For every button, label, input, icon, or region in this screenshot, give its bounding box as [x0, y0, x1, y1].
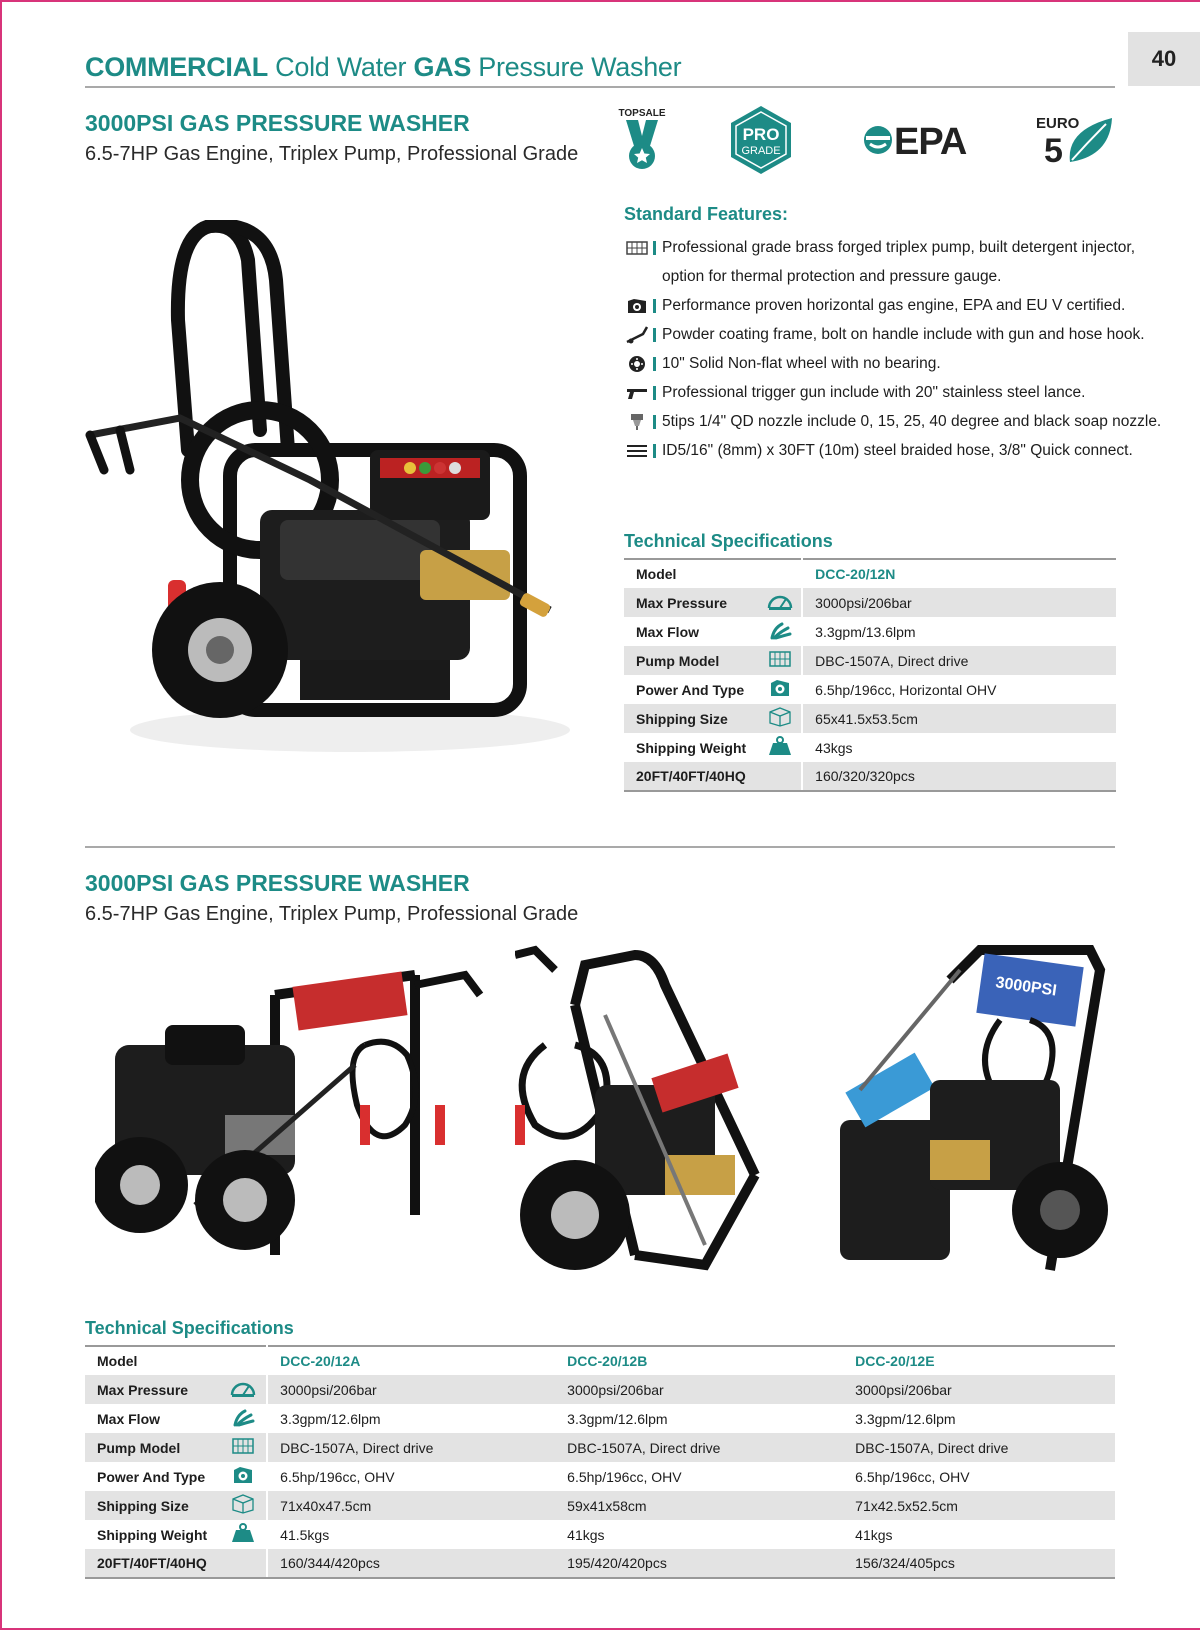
- spec-row: [624, 588, 1116, 617]
- feature-text: Professional trigger gun include with 20" stainless steel lance.: [662, 384, 1086, 401]
- spec-value: 65x41.5x53.5cm: [802, 704, 1116, 733]
- pump-icon: [624, 239, 650, 257]
- spec-label: Pump Model: [85, 1433, 219, 1462]
- feature-item: [624, 384, 1144, 413]
- spec-value: 3.3gpm/12.6lpm: [567, 1410, 668, 1427]
- spec-value: 195/420/420pcs: [555, 1549, 843, 1578]
- spec-value: 6.5hp/196cc, OHV: [567, 1468, 682, 1485]
- spec-value: 156/324/405pcs: [843, 1549, 1115, 1578]
- spec-value: 6.5hp/196cc, Horizontal OHV: [815, 681, 997, 698]
- spec-model: DCC-20/12B: [555, 1346, 843, 1375]
- spec-model: DCC-20/12E: [843, 1346, 1115, 1375]
- feature-text: 5tips 1/4" QD nozzle include 0, 15, 25, 40 degree and black soap nozzle.: [662, 413, 1162, 430]
- feature-item: [624, 297, 1144, 326]
- spec-label: Max Flow: [97, 1410, 161, 1427]
- epa-label: EPA: [894, 121, 967, 163]
- spec-label: Max Pressure: [624, 588, 758, 617]
- spec-row: [624, 617, 1116, 646]
- spec-value: 71x40x47.5cm: [267, 1491, 555, 1520]
- pressure-rating-label: 3000PSI: [994, 974, 1058, 1000]
- spec-header-row: [624, 559, 1116, 588]
- pump-icon: [219, 1433, 267, 1462]
- weight-icon: [219, 1520, 267, 1549]
- spec-row: [85, 1404, 1115, 1433]
- feature-item: [624, 239, 1144, 268]
- spec-label: 20FT/40FT/40HQ: [85, 1549, 219, 1578]
- title-part: Cold Water: [267, 52, 414, 82]
- section-divider: [85, 846, 1115, 848]
- spec-value: DBC-1507A, Direct drive: [555, 1433, 843, 1462]
- spec-label: Shipping Weight: [636, 739, 747, 756]
- spec-header-row: [85, 1346, 1115, 1375]
- spec-row: [85, 1520, 1115, 1549]
- spec-value: 41kgs: [567, 1526, 605, 1543]
- spec-label: Max Flow: [636, 623, 700, 640]
- spec-value: 43kgs: [815, 739, 853, 756]
- pressure-washer-image-dcc-20-12b: [515, 945, 785, 1295]
- spec-value: 6.5hp/196cc, OHV: [855, 1468, 970, 1485]
- spec-value: 6.5hp/196cc, OHV: [280, 1468, 395, 1485]
- feature-item: [624, 413, 1162, 442]
- spec-row: [85, 1462, 1115, 1491]
- euro-label: EURO: [1036, 115, 1080, 132]
- frame-icon: [624, 326, 650, 344]
- hose-icon: [624, 442, 650, 460]
- technical-specifications-title: Technical Specifications: [85, 1318, 294, 1338]
- spec-value: 3000psi/206bar: [555, 1375, 843, 1404]
- spec-value: 59x41x58cm: [555, 1491, 843, 1520]
- spec-label: Power And Type: [636, 681, 745, 698]
- title-part: GAS: [413, 52, 472, 82]
- spec-table-product2: [85, 1345, 1115, 1579]
- feature-item: [624, 326, 1144, 355]
- pro-label: PRO: [742, 125, 780, 144]
- spec-value: DBC-1507A, Direct drive: [267, 1433, 555, 1462]
- box-icon: [758, 704, 802, 733]
- product1-subtitle: 6.5-7HP Gas Engine, Triplex Pump, Professional Grade: [85, 143, 579, 165]
- title-part: Pressure Washer: [471, 52, 682, 82]
- engine-icon: [219, 1462, 267, 1491]
- engine-icon: [758, 675, 802, 704]
- wheel-icon: [624, 355, 650, 373]
- feature-text: option for thermal protection and pressure gauge.: [662, 268, 1002, 285]
- feature-text: Performance proven horizontal gas engine, EPA and EU V certified.: [662, 297, 1126, 314]
- technical-specifications-title: Technical Specifications: [624, 531, 833, 551]
- spec-row: [624, 646, 1116, 675]
- header-rule: [85, 86, 1115, 88]
- spec-value: 3000psi/206bar: [267, 1375, 555, 1404]
- spec-value: DBC-1507A, Direct drive: [843, 1433, 1115, 1462]
- spec-model: DCC-20/12N: [802, 559, 1116, 588]
- spec-label: Max Pressure: [85, 1375, 219, 1404]
- topsale-label: TOPSALE: [618, 108, 666, 119]
- spec-label: Shipping Size: [85, 1491, 219, 1520]
- feature-text: Powder coating frame, bolt on handle include with gun and hose hook.: [662, 326, 1145, 343]
- spec-row: [85, 1433, 1115, 1462]
- product2-subtitle: 6.5-7HP Gas Engine, Triplex Pump, Professional Grade: [85, 903, 579, 925]
- spec-value: 71x42.5x52.5cm: [843, 1491, 1115, 1520]
- spec-header-label: Model: [624, 559, 758, 588]
- product2-title: 3000PSI GAS PRESSURE WASHER: [85, 870, 470, 896]
- topsale-medal-icon: [618, 106, 666, 174]
- spec-value: 3000psi/206bar: [843, 1375, 1115, 1404]
- spec-row: [624, 704, 1116, 733]
- spec-label: Shipping Weight: [97, 1526, 208, 1543]
- spec-value: 160/344/420pcs: [267, 1549, 555, 1578]
- page-number: 40: [1128, 32, 1200, 86]
- spec-value: 41.5kgs: [280, 1526, 330, 1543]
- water-spray-icon: [758, 617, 802, 646]
- feature-text: Professional grade brass forged triplex pump, built detergent injector,: [662, 239, 1136, 256]
- spec-label: 20FT/40FT/40HQ: [624, 762, 758, 791]
- feature-item-continued: [624, 268, 1144, 297]
- pressure-washer-image-dcc-20-12e: [830, 940, 1110, 1290]
- pressure-washer-image-dcc-20-12n: [80, 220, 580, 770]
- product1-title: 3000PSI GAS PRESSURE WASHER: [85, 110, 470, 136]
- spec-row: [85, 1491, 1115, 1520]
- gauge-icon: [219, 1375, 267, 1404]
- gauge-icon: [758, 588, 802, 617]
- spec-model: DCC-20/12A: [267, 1346, 555, 1375]
- engine-icon: [624, 297, 650, 315]
- pro-grade-badge-icon: [728, 104, 794, 176]
- euro-number: 5: [1044, 132, 1063, 168]
- spec-label: Pump Model: [624, 646, 758, 675]
- spec-value: 160/320/320pcs: [802, 762, 1116, 791]
- grade-label: GRADE: [741, 145, 781, 157]
- spec-value: 3.3gpm/12.6lpm: [855, 1410, 956, 1427]
- water-spray-icon: [219, 1404, 267, 1433]
- spec-row: [624, 733, 1116, 762]
- spec-row: [85, 1375, 1115, 1404]
- feature-item: [624, 355, 1144, 384]
- spec-header-label: Model: [85, 1346, 219, 1375]
- spec-value: 3000psi/206bar: [802, 588, 1116, 617]
- feature-item: [624, 442, 1144, 471]
- spec-table-product1: [624, 558, 1116, 792]
- spec-label: Shipping Size: [624, 704, 758, 733]
- standard-features-title: Standard Features:: [624, 204, 789, 224]
- title-part: COMMERCIAL: [85, 52, 268, 82]
- spec-row: [624, 675, 1116, 704]
- gun-icon: [624, 384, 650, 402]
- spec-row: [85, 1549, 1115, 1578]
- epa-logo-icon: [862, 116, 974, 164]
- spec-value: 3.3gpm/13.6lpm: [815, 623, 916, 640]
- spec-row: [624, 762, 1116, 791]
- feature-text: ID5/16" (8mm) x 30FT (10m) steel braided hose, 3/8" Quick connect.: [662, 442, 1133, 459]
- pressure-washer-image-dcc-20-12a: [95, 955, 495, 1295]
- spec-value: DBC-1507A, Direct drive: [802, 646, 1116, 675]
- features-list: [624, 239, 1162, 471]
- feature-text: 10" Solid Non-flat wheel with no bearing.: [662, 355, 941, 372]
- box-icon: [219, 1491, 267, 1520]
- euro5-leaf-icon: [1036, 112, 1116, 168]
- page-title: [85, 52, 681, 83]
- spec-value: 3.3gpm/12.6lpm: [280, 1410, 381, 1427]
- spec-label: Power And Type: [97, 1468, 206, 1485]
- weight-icon: [758, 733, 802, 762]
- pump-icon: [758, 646, 802, 675]
- spec-value: 41kgs: [855, 1526, 893, 1543]
- nozzle-icon: [624, 413, 650, 431]
